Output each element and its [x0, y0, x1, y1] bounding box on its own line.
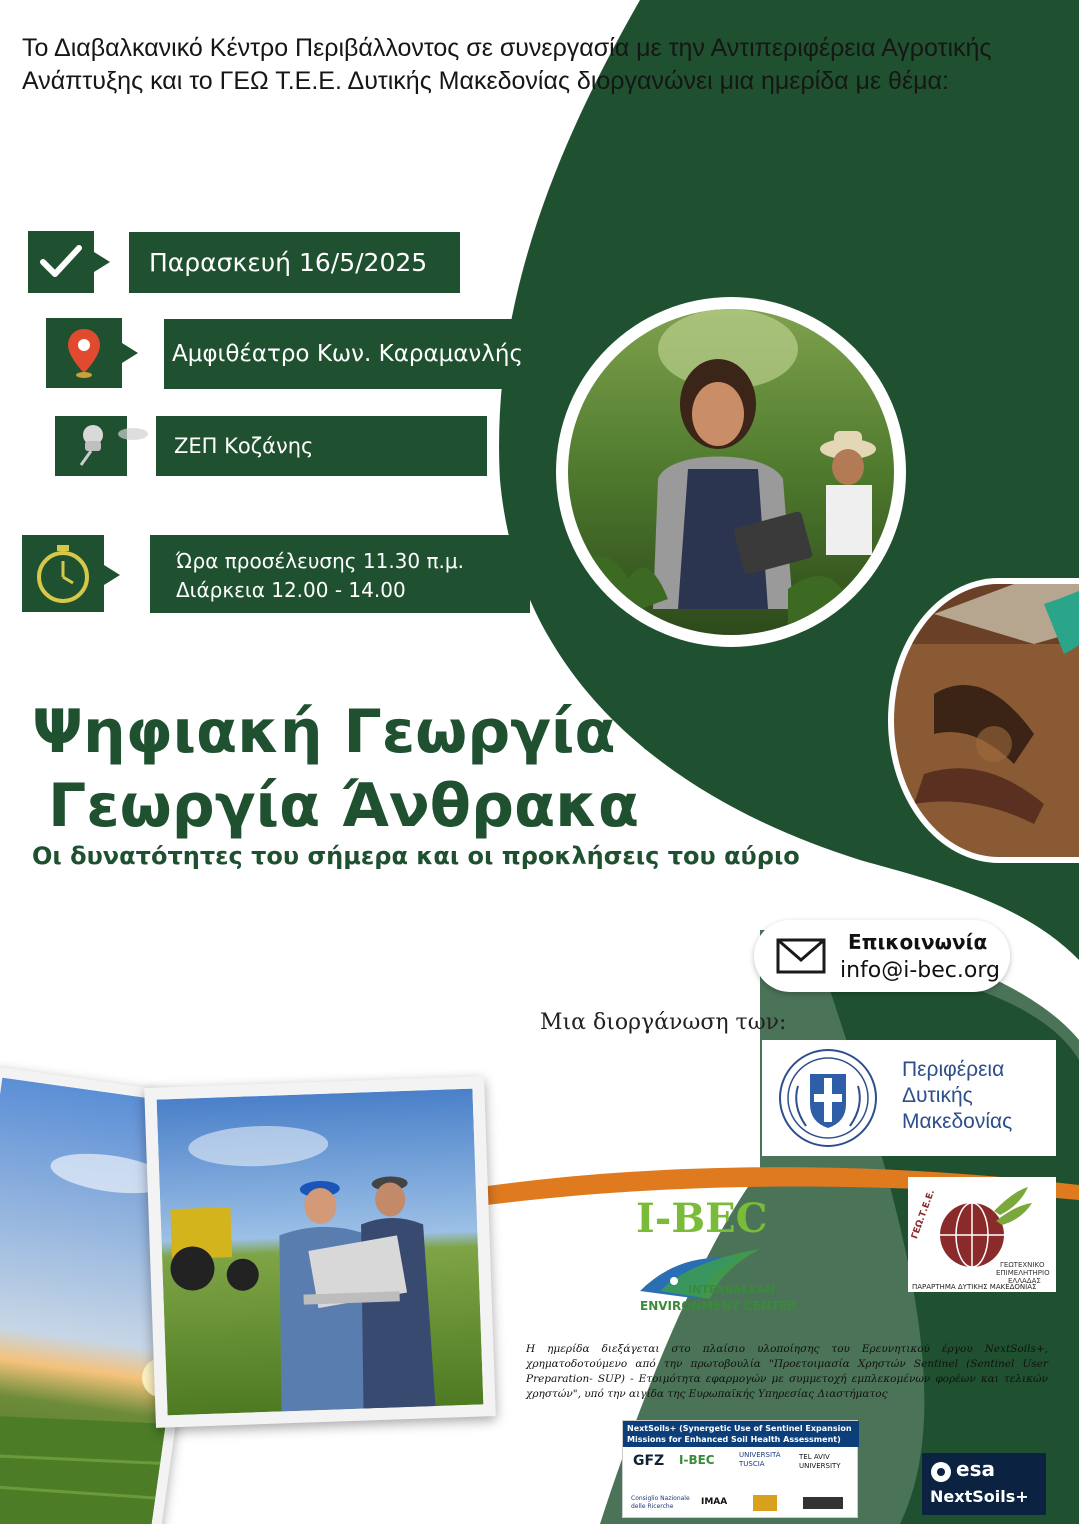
- intro-text: Το Διαβαλκανικό Κέντρο Περιβάλλοντος σε συνεργασία με την Αντιπεριφέρεια Αγροτικής Ανάπτυξης και το ΓΕΩ Τ.Ε.Ε. Δυτικής Μακεδονίας διοργανώνει μια ημερίδα με θέμα:: [22, 34, 992, 95]
- pushpin-icon: [71, 423, 111, 469]
- event-title-line2: Γεωργία Άνθρακα: [48, 771, 640, 841]
- esa-label: esa: [956, 1457, 995, 1481]
- geotee-branch: ΠΑΡΑΡΤΗΜΑ ΔΥΤΙΚΗΣ ΜΑΚΕΔΟΝΙΑΣ: [912, 1283, 1037, 1291]
- place-box: [156, 416, 487, 476]
- project-title: NextSoils+ (Synergetic Use of Sentinel Expansion Missions for Enhanced Soil Health Assessment): [623, 1421, 859, 1447]
- partner-ibec: I-BEC: [679, 1453, 715, 1467]
- organizers-label: Μια διοργάνωση των:: [540, 1010, 787, 1035]
- event-place: ΖΕΠ Κοζάνης: [174, 434, 314, 458]
- event-duration: Διάρκεια 12.00 - 14.00: [176, 578, 406, 602]
- funding-note: Η ημερίδα διεξάγεται στο πλαίσιο υλοποίησης του Ερευνητικού έργου NextSoils+, χρηματοδοτούμενο από την πρωτοβουλία "Προετοιμασία Χρηστών Sentinel (Sentinel User Preparation- SUP) - Ετοιμότητα εφαρμογών με συμμετοχή εμπλεκομένων φορέων και τελικών χρηστών", υπό την αιγίδα της Ευρωπαϊκής Υπηρεσίας Διαστήματος: [526, 1343, 1048, 1400]
- partner-gfz: GFZ: [633, 1453, 665, 1469]
- esa-logo-icon: [930, 1461, 952, 1483]
- region-name-line2: Δυτικής: [902, 1084, 973, 1107]
- stopwatch-icon: [33, 543, 93, 605]
- ibec-logo: [630, 1195, 800, 1325]
- partner-telaviv: TEL AVIV UNIVERSITY: [799, 1453, 841, 1470]
- contact-label: Επικοινωνία: [848, 930, 988, 954]
- partner-logo-small: [803, 1497, 843, 1509]
- region-name-line3: Μακεδονίας: [902, 1110, 1013, 1133]
- farmer-tablet-photo: [556, 297, 906, 647]
- geotee-ring-text: ΓΕΩ.Τ.Ε.Ε.: [910, 1188, 938, 1241]
- geotee-globe-icon: [924, 1181, 1034, 1271]
- arrow-marker: [94, 252, 110, 272]
- pushpin-shadow: [118, 428, 148, 440]
- pushpin-icon-box: [55, 416, 127, 476]
- arrow-marker: [122, 343, 138, 363]
- farmers-laptop-photo: [144, 1076, 496, 1428]
- arrival-time: Ώρα προσέλευσης 11.30 π.μ.: [176, 549, 464, 573]
- stopwatch-icon-box: [22, 535, 104, 612]
- geotee-name-line3: ΕΛΛΑΔΑΣ: [1008, 1277, 1041, 1285]
- time-box: [150, 535, 530, 613]
- checkmark-icon-box: [28, 231, 94, 293]
- arrow-marker: [104, 565, 120, 585]
- esa-badge: [922, 1453, 1046, 1515]
- geotee-name-line1: ΓΕΩΤΕΧΝΙΚΟ: [1000, 1261, 1045, 1269]
- venue-box: [164, 319, 536, 389]
- partners-strip: [622, 1420, 858, 1518]
- geotee-logo-box: [908, 1177, 1056, 1292]
- envelope-icon: [776, 938, 826, 974]
- contact-pill[interactable]: [754, 920, 1010, 992]
- region-logo-box: [762, 1040, 1056, 1156]
- partner-tuscia: UNIVERSITÀ TUSCIA: [739, 1451, 781, 1468]
- region-name-line1: Περιφέρεια: [902, 1058, 1005, 1081]
- ibec-subtitle-line1: INTERBALKAN: [688, 1283, 775, 1296]
- spanish-ministry-logo: [753, 1495, 777, 1511]
- event-subtitle: Οι δυνατότητες του σήμερα και οι προκλήσεις του αύριο: [32, 842, 800, 870]
- date-box: [129, 232, 460, 293]
- checkmark-icon: [39, 242, 83, 282]
- partner-cnr: Consiglio Nazionale delle Ricerche: [631, 1495, 690, 1510]
- event-venue: Αμφιθέατρο Κων. Καραμανλής: [172, 341, 523, 367]
- event-date: Παρασκευή 16/5/2025: [149, 248, 428, 277]
- location-pin-icon-box: [46, 318, 122, 388]
- contact-email[interactable]: info@i-bec.org: [840, 958, 1000, 983]
- location-pin-icon: [66, 327, 102, 379]
- ibec-name: I-BEC: [636, 1195, 768, 1242]
- greek-coat-of-arms-icon: [776, 1046, 880, 1150]
- event-title-line1: Ψηφιακή Γεωργία &: [32, 697, 689, 767]
- geotee-name-line2: ΕΠΙΜΕΛΗΤΗΡΙΟ: [996, 1269, 1050, 1277]
- ibec-subtitle-line2: ENVIRONMENT CENTER: [640, 1299, 797, 1313]
- partner-imaa: IMAA: [701, 1497, 728, 1507]
- esa-project: NextSoils+: [930, 1487, 1029, 1506]
